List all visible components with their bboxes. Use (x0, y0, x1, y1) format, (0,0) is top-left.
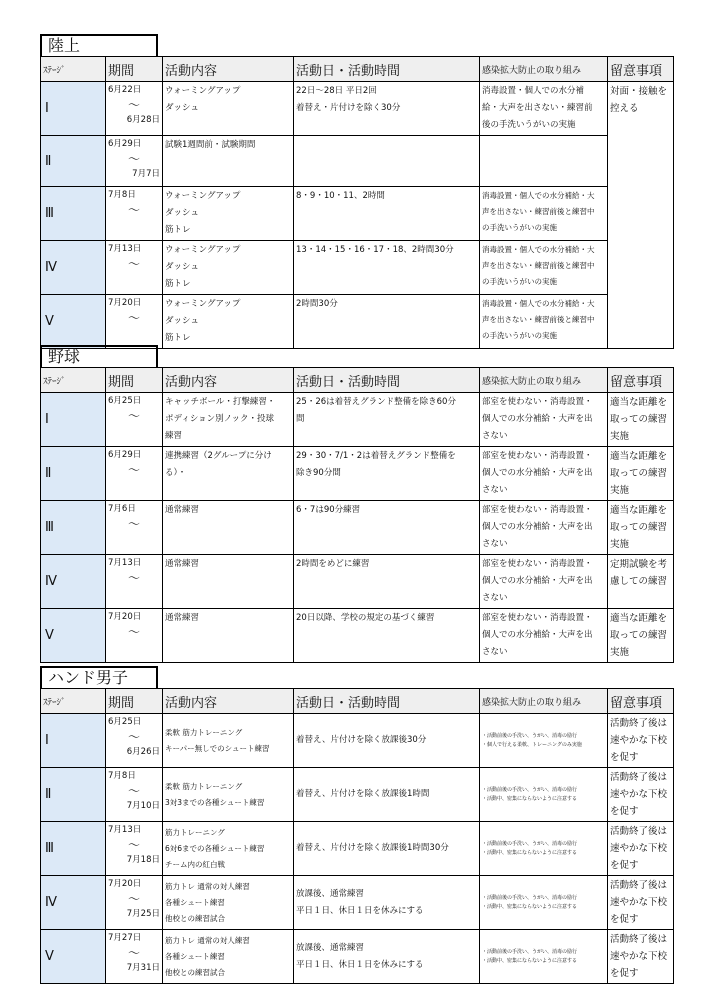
header-days: 活動日・活動時間 (294, 57, 480, 82)
period-start: 6月25日 (108, 396, 142, 406)
table-row (41, 609, 674, 663)
measures-cell: 消毒設置・個人での水分補給・大 声を出さない・練習前後と練習中 の手洗いうがいの実施 (480, 187, 608, 241)
period-start: 7月8日 (108, 190, 136, 200)
period-cell (106, 876, 163, 930)
period-cell (106, 609, 163, 663)
period-start: 6月22日 (108, 85, 142, 95)
header-row (41, 57, 674, 82)
measures-cell: ・活動前後の手洗い、うがい、消毒の励行 ・活動中、密集にならないように注意する (480, 822, 608, 876)
table-row (41, 82, 674, 136)
period-wave: ～ (127, 463, 140, 477)
period-end: 7月18日 (126, 855, 160, 865)
days-cell: 22日～28日 平日2回 着替え・片付けを除く30分 (294, 82, 480, 136)
table-row (41, 714, 674, 768)
measures-cell: 部室を使わない・消毒設置・ 個人での水分補給・大声を出 さない (480, 501, 608, 555)
content-cell: 筋力トレーニング 6対6までの各種シュート練習 チーム内の紅白戦 (163, 822, 294, 876)
period-wave: ～ (127, 946, 140, 960)
period-start: 7月8日 (108, 771, 136, 781)
header-content: 活動内容 (163, 689, 294, 714)
period-start: 7月27日 (108, 933, 142, 943)
content-cell: 柔軟 筋力トレーニング キーパー無しでのシュート練習 (163, 714, 294, 768)
measures-cell: 部室を使わない・消毒設置・ 個人での水分補給・大声を出 さない (480, 555, 608, 609)
days-cell (294, 136, 480, 187)
header-row (41, 368, 674, 393)
days-cell: 20日以降、学校の規定の基づく練習 (294, 609, 480, 663)
period-cell (106, 241, 163, 295)
schedule-table (40, 56, 674, 349)
notes-cell: 適当な距離を 取っての練習 実施 (608, 609, 674, 663)
measures-cell: 部室を使わない・消毒設置・ 個人での水分補給・大声を出 さない (480, 447, 608, 501)
table-row (41, 241, 674, 295)
period-start: 7月6日 (108, 504, 136, 514)
period-wave: ～ (127, 838, 140, 852)
stage-cell: Ⅰ (41, 82, 106, 136)
stage-cell: Ⅳ (41, 555, 106, 609)
days-cell: 着替え、片付けを除く放課後1時間 (294, 768, 480, 822)
measures-cell: ・活動前後の手洗い、うがい、消毒の励行 ・活動中、密集にならないように注意する (480, 930, 608, 984)
header-measures: 感染拡大防止の取り組み (480, 689, 608, 714)
content-cell: 筋力トレ 通常の対人練習 各種シュート練習 他校との練習試合 (163, 876, 294, 930)
notes-cell: 適当な距離を 取っての練習 実施 (608, 501, 674, 555)
content-cell: ウォーミングアップ ダッシュ 筋トレ (163, 295, 294, 349)
measures-cell: 消毒設置・個人での水分補 給・大声を出さない・練習前 後の手洗いうがいの実施 (480, 82, 608, 136)
period-end: 6月26日 (126, 747, 160, 757)
period-start: 6月25日 (108, 717, 142, 727)
header-period: 期間 (106, 57, 163, 82)
period-wave: ～ (127, 517, 140, 531)
content-cell: キャッチボール・打撃練習・ ポディション別ノック・投球 練習 (163, 393, 294, 447)
period-cell (106, 501, 163, 555)
header-period: 期間 (106, 689, 163, 714)
period-wave: ～ (127, 784, 140, 798)
period-cell (106, 768, 163, 822)
stage-cell: Ⅰ (41, 714, 106, 768)
days-cell: 6・7は90分練習 (294, 501, 480, 555)
days-cell: 13・14・15・16・17・18、2時間30分 (294, 241, 480, 295)
table-row (41, 876, 674, 930)
notes-cell: 活動終了後は 速やかな下校 を促す (608, 822, 674, 876)
period-wave: ～ (127, 730, 140, 744)
notes-cell: 対面・接触を 控える (608, 82, 674, 349)
period-cell (106, 136, 163, 187)
stage-cell: Ⅴ (41, 609, 106, 663)
table-row (41, 187, 674, 241)
period-end: 6月28日 (126, 115, 160, 125)
period-start: 7月20日 (108, 298, 142, 308)
notes-cell: 適当な距離を 取っての練習 実施 (608, 393, 674, 447)
header-period: 期間 (106, 368, 163, 393)
stage-cell: Ⅲ (41, 822, 106, 876)
period-wave: ～ (127, 625, 140, 639)
period-start: 7月20日 (108, 879, 142, 889)
period-start: 7月13日 (108, 558, 142, 568)
section-title: 野球 (40, 345, 158, 367)
days-cell: 29・30・7/1・2は着替えグランド整備を 除き90分間 (294, 447, 480, 501)
period-wave: ～ (127, 311, 140, 325)
header-content: 活動内容 (163, 368, 294, 393)
table-row (41, 822, 674, 876)
days-cell: 2時間30分 (294, 295, 480, 349)
measures-cell: 消毒設置・個人での水分補給・大 声を出さない・練習前後と練習中 の手洗いうがいの実施 (480, 295, 608, 349)
table-row (41, 930, 674, 984)
days-cell: 2時間をめどに練習 (294, 555, 480, 609)
notes-cell: 定期試験を考 慮しての練習 (608, 555, 674, 609)
schedule-table (40, 688, 674, 984)
period-cell (106, 295, 163, 349)
content-cell: ウォーミングアップ ダッシュ (163, 82, 294, 136)
notes-cell: 適当な距離を 取っての練習 実施 (608, 447, 674, 501)
header-row (41, 689, 674, 714)
days-cell: 25・26は着替えグランド整備を除き60分 間 (294, 393, 480, 447)
content-cell: 通常練習 (163, 501, 294, 555)
period-start: 7月13日 (108, 825, 142, 835)
table-row (41, 295, 674, 349)
days-cell: 放課後、通常練習 平日１日、休日１日を休みにする (294, 930, 480, 984)
period-cell (106, 714, 163, 768)
days-cell: 着替え、片付けを除く放課後1時間30分 (294, 822, 480, 876)
table-row (41, 393, 674, 447)
period-cell (106, 447, 163, 501)
section-title: ハンド男子 (40, 666, 158, 688)
content-cell: 通常練習 (163, 555, 294, 609)
content-cell: ウォーミングアップ ダッシュ 筋トレ (163, 241, 294, 295)
header-stage: ｽﾃｰｼﾞ (41, 689, 106, 714)
header-stage: ｽﾃｰｼﾞ (41, 368, 106, 393)
stage-cell: Ⅲ (41, 187, 106, 241)
table-row (41, 501, 674, 555)
measures-cell: ・活動前後の手洗い、うがい、消毒の励行 ・活動中、密集にならないように注意する (480, 876, 608, 930)
table-row (41, 136, 674, 187)
measures-cell: ・活動前後の手洗い、うがい、消毒の励行 ・活動中、密集にならないように注意する (480, 768, 608, 822)
section-title: 陸上 (40, 34, 158, 56)
period-cell (106, 82, 163, 136)
measures-cell: 部室を使わない・消毒設置・ 個人での水分補給・大声を出 さない (480, 609, 608, 663)
header-days: 活動日・活動時間 (294, 368, 480, 393)
period-start: 6月29日 (108, 450, 142, 460)
header-notes: 留意事項 (608, 689, 674, 714)
content-cell: 柔軟 筋力トレーニング 3対3までの各種シュート練習 (163, 768, 294, 822)
stage-cell: Ⅲ (41, 501, 106, 555)
period-cell (106, 930, 163, 984)
period-wave: ～ (127, 98, 140, 112)
period-start: 7月13日 (108, 244, 142, 254)
period-wave: ～ (127, 257, 140, 271)
period-end: 7月25日 (126, 909, 160, 919)
measures-cell: 部室を使わない・消毒設置・ 個人での水分補給・大声を出 さない (480, 393, 608, 447)
notes-cell: 活動終了後は 速やかな下校 を促す (608, 876, 674, 930)
schedule-table (40, 367, 674, 663)
table-row (41, 447, 674, 501)
period-end: 7月31日 (126, 963, 160, 973)
period-start: 7月20日 (108, 612, 142, 622)
stage-cell: Ⅳ (41, 241, 106, 295)
stage-cell: Ⅱ (41, 136, 106, 187)
measures-cell: 消毒設置・個人での水分補給・大 声を出さない・練習前後と練習中 の手洗いうがいの実施 (480, 241, 608, 295)
period-cell (106, 555, 163, 609)
header-notes: 留意事項 (608, 368, 674, 393)
period-wave: ～ (127, 203, 140, 217)
notes-cell: 活動終了後は 速やかな下校 を促す (608, 768, 674, 822)
stage-cell: Ⅳ (41, 876, 106, 930)
period-end: 7月7日 (132, 169, 160, 179)
header-days: 活動日・活動時間 (294, 689, 480, 714)
table-row (41, 768, 674, 822)
period-end: 7月10日 (126, 801, 160, 811)
measures-cell (480, 136, 608, 187)
header-measures: 感染拡大防止の取り組み (480, 57, 608, 82)
stage-cell: Ⅱ (41, 447, 106, 501)
header-notes: 留意事項 (608, 57, 674, 82)
stage-cell: Ⅱ (41, 768, 106, 822)
header-stage: ｽﾃｰｼﾞ (41, 57, 106, 82)
days-cell: 放課後、通常練習 平日１日、休日１日を休みにする (294, 876, 480, 930)
period-wave: ～ (127, 892, 140, 906)
period-start: 6月29日 (108, 139, 142, 149)
days-cell: 着替え、片付けを除く放課後30分 (294, 714, 480, 768)
content-cell: 筋力トレ 通常の対人練習 各種シュート練習 他校との練習試合 (163, 930, 294, 984)
content-cell: 試験1週間前・試験期間 (163, 136, 294, 187)
stage-cell: Ⅴ (41, 930, 106, 984)
stage-cell: Ⅴ (41, 295, 106, 349)
content-cell: ウォーミングアップ ダッシュ 筋トレ (163, 187, 294, 241)
header-content: 活動内容 (163, 57, 294, 82)
content-cell: 通常練習 (163, 609, 294, 663)
period-wave: ～ (127, 152, 140, 166)
period-wave: ～ (127, 409, 140, 423)
period-cell (106, 822, 163, 876)
days-cell: 8・9・10・11、2時間 (294, 187, 480, 241)
table-row (41, 555, 674, 609)
notes-cell: 活動終了後は 速やかな下校 を促す (608, 930, 674, 984)
period-cell (106, 393, 163, 447)
stage-cell: Ⅰ (41, 393, 106, 447)
period-wave: ～ (127, 571, 140, 585)
notes-cell: 活動終了後は 速やかな下校 を促す (608, 714, 674, 768)
header-measures: 感染拡大防止の取り組み (480, 368, 608, 393)
content-cell: 連携練習（2グループに分け る）・ (163, 447, 294, 501)
measures-cell: ・活動前後の手洗い、うがい、消毒の励行 ・個人で行える柔軟、トレーニングのみ実施 (480, 714, 608, 768)
period-cell (106, 187, 163, 241)
